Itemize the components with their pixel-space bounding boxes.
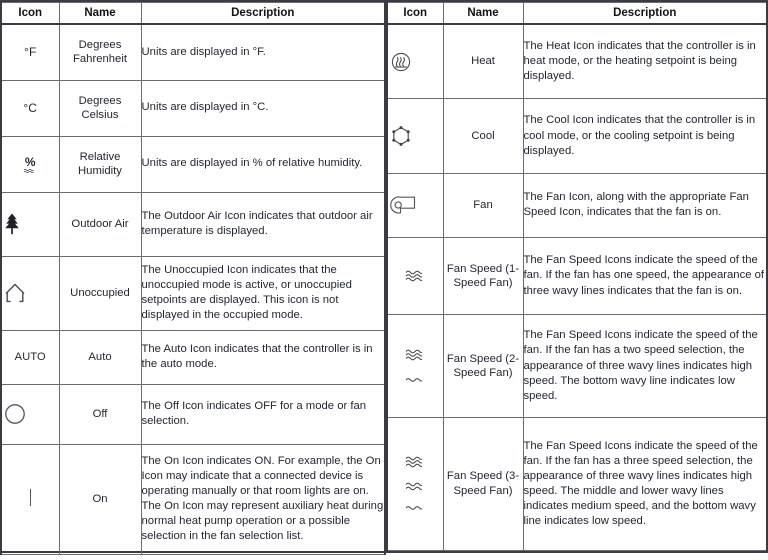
left-header-row: [1, 3, 385, 25]
right-header-icon: Icon: [387, 3, 443, 25]
table-row: [1, 192, 385, 256]
table-row: [387, 174, 767, 238]
row-name: Fan Speed (1-Speed Fan): [443, 237, 523, 315]
row-description: The Fan Speed Icons indicate the speed of the fan. If the fan has one speed, the appearance of three wavy lines indicates that the fan is on.: [523, 237, 767, 315]
row-description: The Auto Icon indicates that the controller is in the auto mode.: [141, 330, 385, 384]
table-row: [387, 417, 767, 550]
table-row: [1, 330, 385, 384]
three-wavy-lines-glyph: [404, 348, 426, 362]
row-name: Relative Humidity: [59, 136, 141, 192]
table-row: [1, 444, 385, 554]
row-description: The Outdoor Air Icon indicates that outdoor air temperature is displayed.: [141, 192, 385, 256]
table-row: [1, 80, 385, 136]
fan-speed-3-icon-cell: [387, 417, 443, 550]
table-row: [387, 315, 767, 417]
right-header-row: [387, 3, 767, 25]
right-header-name: Name: [443, 3, 523, 25]
cool-icon-cell: [387, 99, 443, 174]
left-icon-table: [0, 2, 386, 555]
row-name: Degrees Fahrenheit: [59, 24, 141, 80]
table-row: [1, 256, 385, 330]
row-name: Fan Speed (2-Speed Fan): [443, 315, 523, 417]
relative-humidity-icon: [23, 156, 37, 173]
degrees-celsius-icon: °C: [23, 101, 38, 115]
table-row: [1, 136, 385, 192]
table-row: [387, 237, 767, 315]
row-name: Fan: [443, 174, 523, 238]
three-wavy-lines-glyph: [404, 455, 426, 469]
right-table-body: [387, 24, 767, 551]
table-row: [387, 24, 767, 99]
row-description: Units are displayed in % of relative humidity.: [141, 136, 385, 192]
single-wavy-line-glyph: [404, 504, 426, 512]
left-header-icon: Icon: [1, 3, 59, 25]
table-row: [387, 99, 767, 174]
row-description: The Heat Icon indicates that the controller is in heat mode, or the heating setpoint is being displayed.: [523, 24, 767, 99]
on-icon-cell: [1, 444, 59, 554]
row-name: Auto: [59, 330, 141, 384]
percent-glyph: %: [24, 154, 36, 169]
fan-blower-icon: [388, 193, 420, 217]
heat-icon-cell: [387, 24, 443, 99]
row-description: The Fan Icon, along with the appropriate Fan Speed Icon, indicates that the fan is on.: [523, 174, 767, 238]
left-table-head: [1, 3, 385, 25]
right-header-description: Description: [523, 3, 767, 25]
fan-icon-cell: [387, 174, 443, 238]
row-description: The Off Icon indicates OFF for a mode or fan selection.: [141, 384, 385, 444]
fan-speed-2-icon-cell: [387, 315, 443, 417]
cool-snowflake-icon: [388, 123, 414, 149]
left-header-description: Description: [141, 3, 385, 25]
row-name: Unoccupied: [59, 256, 141, 330]
right-icon-table: [386, 2, 768, 551]
row-description: The Unoccupied Icon indicates that the unoccupied mode is active, or unoccupied setpoints are displayed. This icon is not displayed in the occupied mode.: [141, 256, 385, 330]
row-name: Outdoor Air: [59, 192, 141, 256]
fan-speed-1-icon: [388, 269, 443, 283]
outdoor-air-icon-cell: [1, 192, 59, 256]
unoccupied-icon-cell: [1, 256, 59, 330]
outdoor-air-tree-icon: [2, 212, 22, 236]
heat-icon: [388, 49, 414, 75]
row-name: Degrees Celsius: [59, 80, 141, 136]
auto-icon-cell: [1, 330, 59, 384]
row-description: The Fan Speed Icons indicate the speed of the fan. If the fan has a two speed selection, the appearance of three wavy lines indicates high speed. The bottom wavy line indicates low speed.: [523, 315, 767, 417]
single-wavy-line-glyph: [404, 376, 426, 384]
degrees-celsius-icon-cell: [1, 80, 59, 136]
off-circle-icon: [2, 401, 28, 427]
row-name: Fan Speed (3-Speed Fan): [443, 417, 523, 550]
two-wavy-lines-glyph: [404, 481, 426, 492]
table-row: [1, 24, 385, 80]
row-name: Heat: [443, 24, 523, 99]
unoccupied-house-icon: [2, 280, 28, 306]
humidity-waves-glyph: [23, 168, 37, 173]
degrees-fahrenheit-icon: °F: [23, 45, 37, 60]
on-bar-icon: [30, 489, 31, 506]
fan-speed-2-icon: [388, 341, 443, 391]
left-header-name: Name: [59, 3, 141, 25]
row-description: The Fan Speed Icons indicate the speed of the fan. If the fan has a three speed selection, the appearance of three wavy lines indicates high speed. The middle and lower wavy lines indicates medium speed, and the bottom wavy line indicates low speed.: [523, 417, 767, 550]
row-description: The On Icon indicates ON. For example, the On Icon may indicate that a connected device is operating manually or that room lights are on. The On Icon may represent auxiliary heat during normal heat pump operation or a possible selection in the fan selection list.: [141, 444, 385, 554]
table-row: [1, 384, 385, 444]
auto-icon: AUTO: [14, 351, 46, 363]
row-description: Units are displayed in °F.: [141, 24, 385, 80]
fan-speed-1-icon-cell: [387, 237, 443, 315]
fan-speed-3-icon: [388, 449, 443, 518]
row-name: Off: [59, 384, 141, 444]
row-description: The Cool Icon indicates that the controller is in cool mode, or the cooling setpoint is being displayed.: [523, 99, 767, 174]
row-name: On: [59, 444, 141, 554]
row-description: Units are displayed in °C.: [141, 80, 385, 136]
right-table-head: [387, 3, 767, 25]
relative-humidity-icon-cell: [1, 136, 59, 192]
left-table-body: [1, 24, 385, 554]
three-wavy-lines-glyph: [404, 269, 426, 283]
off-icon-cell: [1, 384, 59, 444]
row-name: Cool: [443, 99, 523, 174]
degrees-fahrenheit-icon-cell: [1, 24, 59, 80]
